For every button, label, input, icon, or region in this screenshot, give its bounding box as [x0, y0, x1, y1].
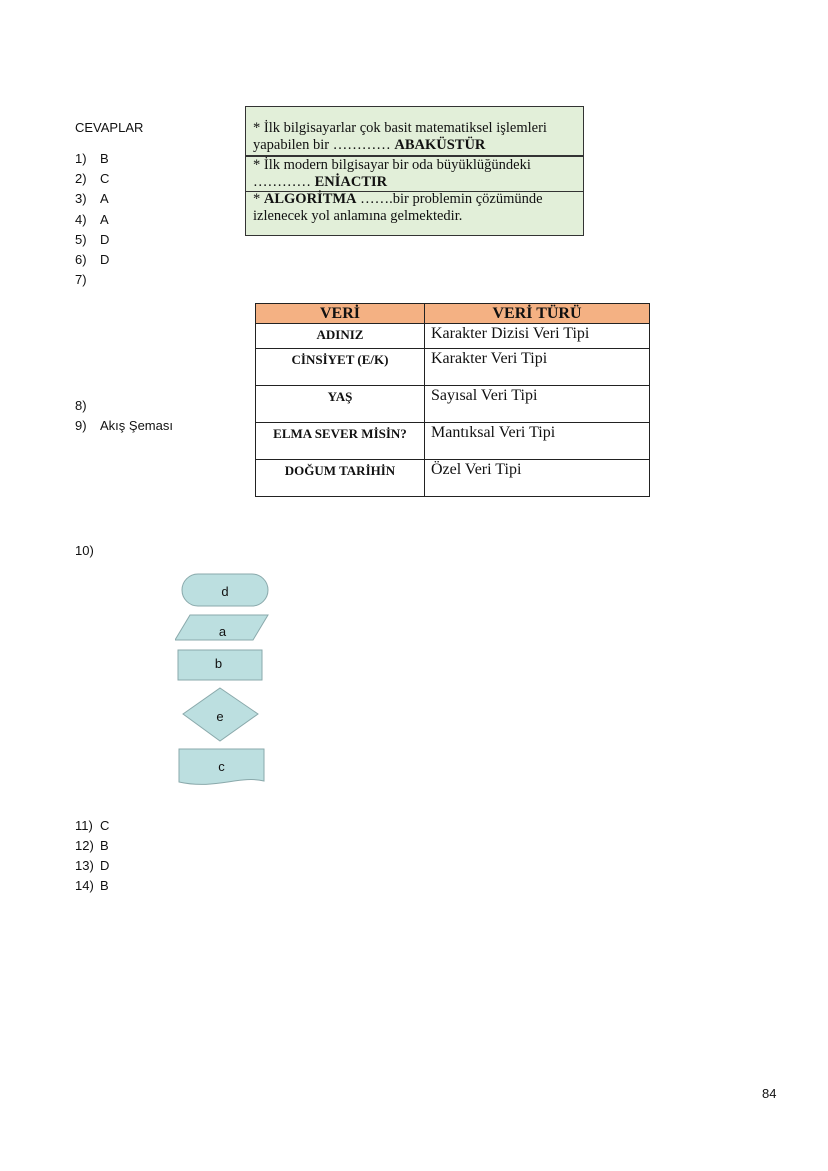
- answer-number: 7): [75, 272, 87, 288]
- cell: YAŞ: [256, 386, 425, 423]
- document-label: c: [218, 759, 225, 774]
- line: …….bir problemin çözümünde: [356, 191, 543, 207]
- answer-number: 11): [75, 818, 93, 833]
- answer-number: 14): [75, 878, 94, 893]
- answer-item: [75, 878, 109, 893]
- page-number: 84: [762, 1086, 777, 1101]
- cell: ADINIZ: [256, 324, 425, 349]
- answer-value: B: [100, 878, 109, 893]
- answer: ENİACTIR: [314, 174, 388, 190]
- answers-title: CEVAPLAR: [75, 120, 144, 135]
- data-types-table: [255, 303, 650, 497]
- answer-item: [75, 418, 173, 433]
- cell: CİNSİYET (E/K): [256, 349, 425, 386]
- cell: Mantıksal Veri Tipi: [425, 423, 650, 460]
- answer: ALGORİTMA: [263, 191, 357, 207]
- fill-in-row: [246, 120, 583, 156]
- answer-number: 4): [75, 211, 87, 227]
- answer-item: [75, 838, 109, 853]
- line: * İlk modern bilgisayar bir oda büyüklüğündeki: [253, 157, 531, 173]
- flowchart-shapes: [175, 572, 270, 788]
- answer-number: 3): [75, 191, 87, 207]
- fill-in-row: [246, 191, 583, 231]
- table-row: [256, 324, 650, 349]
- answer-item: [75, 858, 109, 873]
- answer-number: 12): [75, 838, 94, 853]
- answer-number: 9): [75, 418, 87, 433]
- line: *: [253, 191, 264, 207]
- answer-number: 6): [75, 252, 87, 267]
- answer-number: 5): [75, 231, 87, 247]
- fill-in-row: [246, 156, 583, 192]
- answer-item: [75, 212, 109, 227]
- question-10-label: 10): [75, 543, 94, 558]
- answer-item: [75, 252, 109, 267]
- answer-value: A: [100, 191, 109, 207]
- answer-value: D: [100, 231, 110, 247]
- fill-in-box: [245, 106, 584, 236]
- answer-value: B: [100, 838, 109, 853]
- table-row: [256, 423, 650, 460]
- line: yapabilen bir …………: [253, 137, 395, 153]
- answer-item: [75, 818, 109, 833]
- answer-item: [75, 191, 109, 206]
- table-header: [256, 304, 650, 324]
- answer-value: B: [100, 151, 109, 166]
- answer-value: C: [100, 171, 110, 187]
- header-cell: VERİ: [256, 304, 425, 324]
- cell: Karakter Veri Tipi: [425, 349, 650, 386]
- table-row: [256, 386, 650, 423]
- process-label: b: [214, 656, 223, 671]
- answer-number: 2): [75, 171, 87, 187]
- answer-item: [75, 398, 100, 413]
- flowchart-symbols-icon: [175, 572, 270, 788]
- answer: ABAKÜSTÜR: [394, 137, 486, 153]
- cell: Sayısal Veri Tipi: [425, 386, 650, 423]
- answer-item: [75, 151, 109, 166]
- answer-value: D: [100, 858, 110, 873]
- answer-number: 13): [75, 858, 94, 873]
- answer-value: C: [100, 818, 110, 833]
- answer-item: [75, 272, 100, 287]
- line: * İlk bilgisayarlar çok basit matematiksel işlemleri: [253, 120, 547, 136]
- table-row: [256, 460, 650, 497]
- cell: Karakter Dizisi Veri Tipi: [425, 324, 650, 349]
- cell: DOĞUM TARİHİN: [256, 460, 425, 497]
- header-cell: VERİ TÜRÜ: [425, 304, 650, 324]
- answer-number: 8): [75, 398, 87, 413]
- io-label: a: [218, 624, 227, 639]
- answer-number: 1): [75, 151, 87, 166]
- answer-value: A: [100, 211, 109, 227]
- answer-value: D: [100, 252, 110, 267]
- decision-label: e: [216, 709, 224, 724]
- answer-item: [75, 232, 109, 247]
- answer-value: Akış Şeması: [100, 418, 173, 433]
- terminator-label: d: [221, 584, 229, 599]
- cell: Özel Veri Tipi: [425, 460, 650, 497]
- cell: ELMA SEVER MİSİN?: [256, 423, 425, 460]
- line: …………: [253, 174, 315, 190]
- line: izlenecek yol anlamına gelmektedir.: [253, 208, 463, 224]
- answer-item: [75, 171, 109, 186]
- table-row: [256, 349, 650, 386]
